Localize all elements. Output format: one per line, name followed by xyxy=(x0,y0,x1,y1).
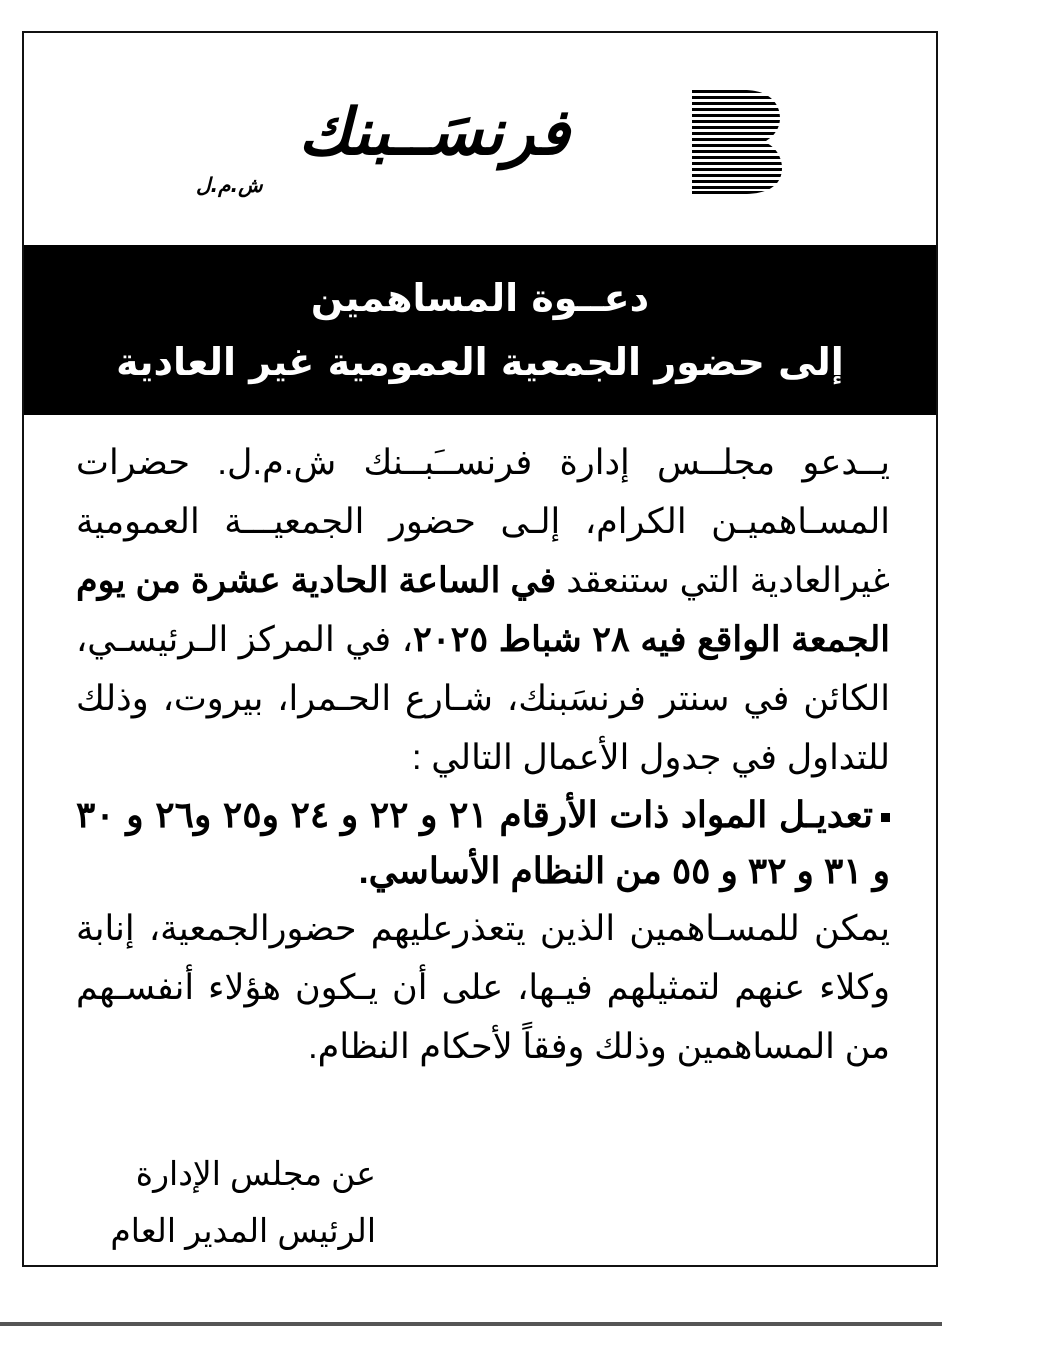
proxy-paragraph: يمكن للمسـاهمين الذين يتعذرعليهم حضورالجمعية، إنابة وكلاء عنهم لتمثيلهم فيـها، على أن يـكون هؤلاء أنفسـهم من المساهمين وذلك وفقاً لأحكام النظام. xyxy=(76,909,890,1066)
banner-subtitle: إلى حضور الجمعية العمومية غير العادية xyxy=(116,340,844,384)
invitation-text-start: يــدعو مجلــس إدارة فرنســَبــنك ش.م.ل. حضرات المسـاهميـن الكرام، إلـى حضور الجمعيـــة العمومية غيرالعادية التي ستنعقد xyxy=(76,443,890,600)
notice-body xyxy=(76,433,890,1076)
logo-area xyxy=(24,33,936,243)
brand-name: فرنسَــبنك xyxy=(298,96,570,170)
page-divider xyxy=(0,1322,942,1326)
signature-line-board: عن مجلس الإدارة xyxy=(135,1155,376,1192)
advertisement-frame xyxy=(22,31,938,1267)
agenda-item-text: تعديـل المواد ذات الأرقام ٢١ و ٢٢ و ٢٤ و٢٥ و٢٦ و ٣٠ و ٣١ و ٣٢ و ٥٥ من النظام الأساسي. xyxy=(76,794,890,891)
banner-title: دعــوة المساهمين xyxy=(310,276,650,320)
signature-line-title: الرئيس المدير العام xyxy=(110,1212,376,1249)
title-banner xyxy=(24,245,936,415)
agenda-item xyxy=(76,787,890,899)
invitation-paragraph xyxy=(76,433,890,787)
brand-legal-suffix: ش.م.ل xyxy=(196,173,263,197)
stacked-stripes-b-logo-icon xyxy=(684,88,784,196)
meeting-date-time: في الساعة الحادية عشرة من يوم الجمعة الواقع فيه ٢٨ شباط ٢٠٢٥ xyxy=(76,561,890,659)
bullet-icon xyxy=(881,813,890,822)
signature-block xyxy=(76,1145,376,1259)
invitation-text-end: ، في المركز الـرئيسـي، الكائن في سنتر فرنسَبنك، شـارع الحـمرا، بيروت، وذلك للتداول في جدول الأعمال التالي : xyxy=(76,620,890,777)
